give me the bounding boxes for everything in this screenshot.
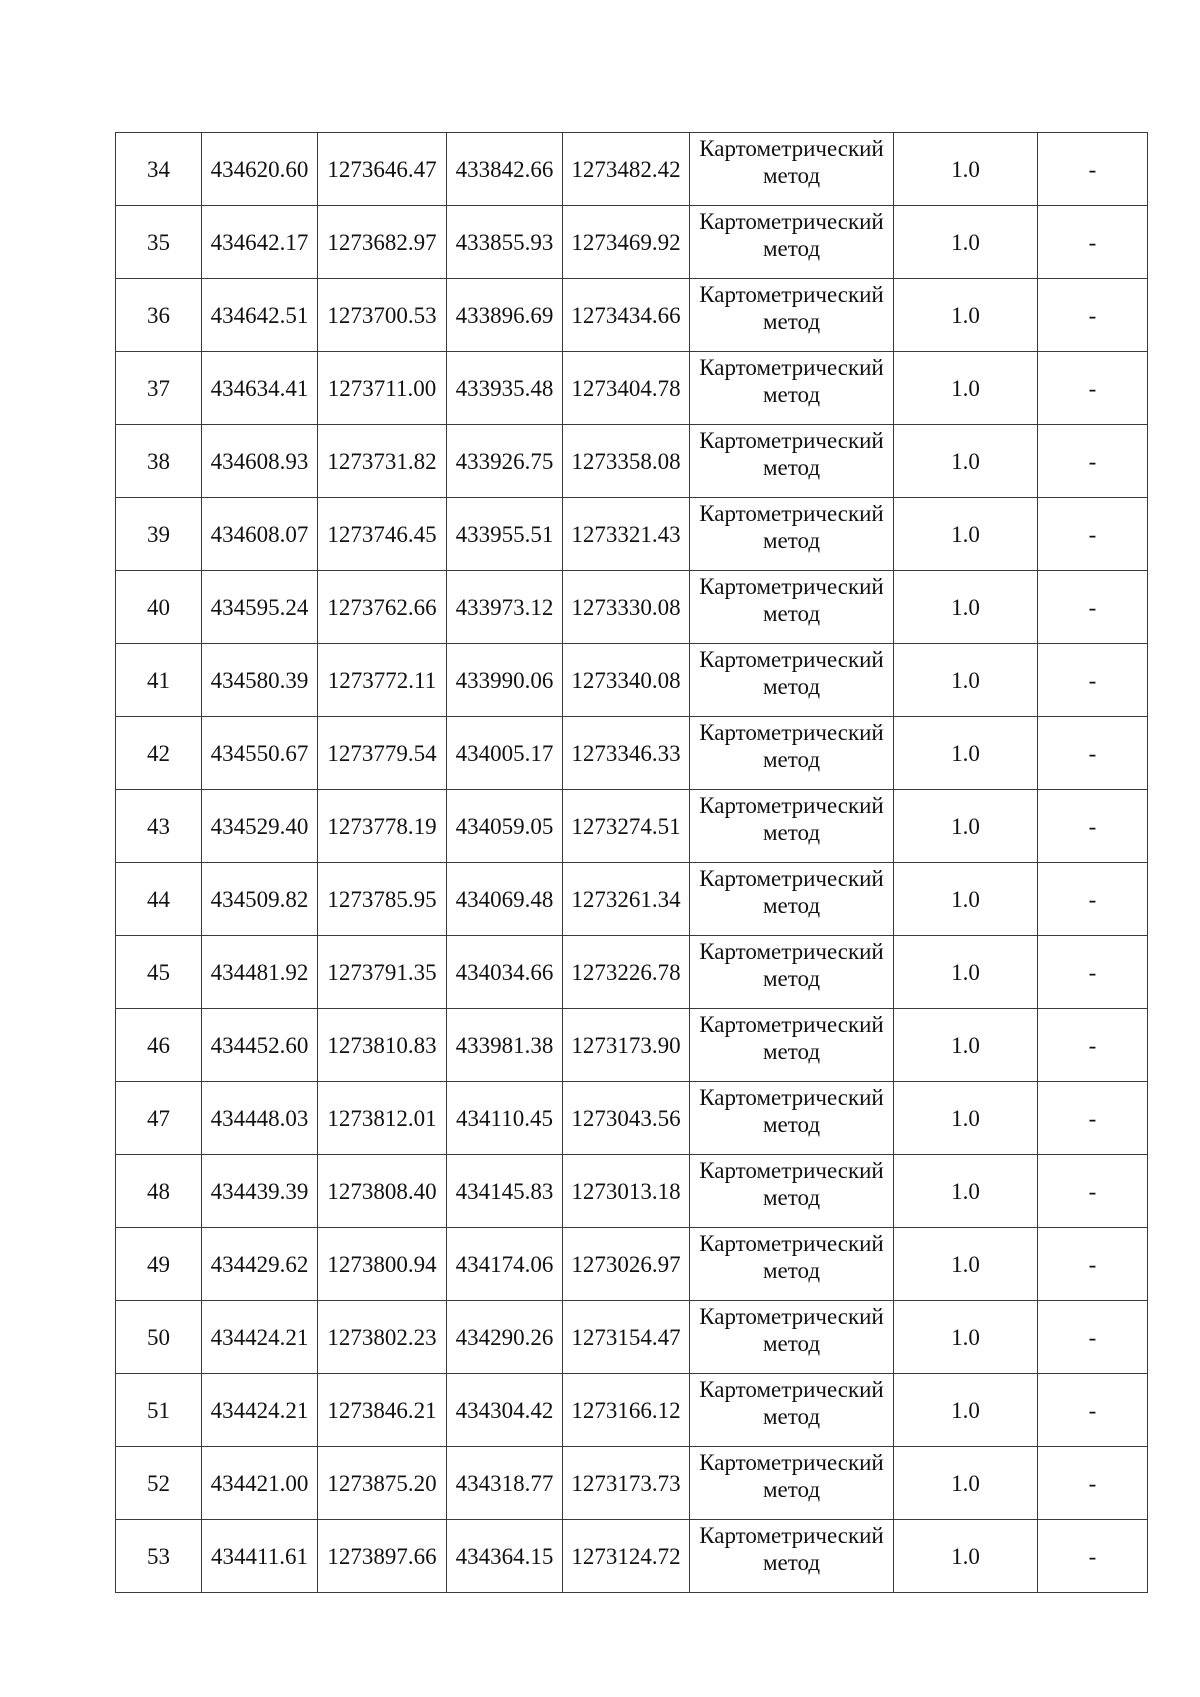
x-coordinate-existing-cell: 434620.60 [202,133,318,206]
y-coordinate-existing-cell: 1273772.11 [318,644,447,717]
accuracy-cell: 1.0 [894,1520,1038,1593]
note-cell: - [1038,352,1148,425]
y-coordinate-new-cell: 1273330.08 [563,571,690,644]
x-coordinate-new-cell: 433896.69 [447,279,563,352]
x-coordinate-existing-cell: 434429.62 [202,1228,318,1301]
y-coordinate-existing-cell: 1273802.23 [318,1301,447,1374]
table-row [116,352,1148,425]
method-line-2: метод [762,236,821,261]
x-coordinate-existing-cell: 434452.60 [202,1009,318,1082]
table-row [116,279,1148,352]
note-cell: - [1038,1374,1148,1447]
note-cell: - [1038,1447,1148,1520]
table-row [116,498,1148,571]
method-line-2: метод [762,674,821,699]
accuracy-cell: 1.0 [894,790,1038,863]
note-cell: - [1038,1155,1148,1228]
table-row [116,936,1148,1009]
table-body [116,133,1148,1593]
note-cell: - [1038,133,1148,206]
y-coordinate-new-cell: 1273358.08 [563,425,690,498]
method-line-2: метод [762,1404,821,1429]
point-number-cell: 37 [116,352,202,425]
accuracy-cell: 1.0 [894,1228,1038,1301]
accuracy-cell: 1.0 [894,498,1038,571]
method-cell [690,352,894,425]
accuracy-cell: 1.0 [894,133,1038,206]
table-row [116,206,1148,279]
x-coordinate-new-cell: 434005.17 [447,717,563,790]
point-number-cell: 42 [116,717,202,790]
method-line-1: Картометрический [699,866,884,891]
table-row [116,425,1148,498]
method-line-1: Картометрический [699,1304,884,1329]
y-coordinate-existing-cell: 1273846.21 [318,1374,447,1447]
x-coordinate-new-cell: 434059.05 [447,790,563,863]
method-line-1: Картометрический [699,1012,884,1037]
y-coordinate-new-cell: 1273043.56 [563,1082,690,1155]
method-cell [690,790,894,863]
note-cell: - [1038,279,1148,352]
method-cell [690,1447,894,1520]
y-coordinate-new-cell: 1273154.47 [563,1301,690,1374]
y-coordinate-new-cell: 1273404.78 [563,352,690,425]
x-coordinate-existing-cell: 434580.39 [202,644,318,717]
method-line-1: Картометрический [699,1450,884,1475]
method-line-1: Картометрический [699,355,884,380]
y-coordinate-existing-cell: 1273875.20 [318,1447,447,1520]
x-coordinate-new-cell: 433981.38 [447,1009,563,1082]
method-line-2: метод [762,966,821,991]
x-coordinate-new-cell: 434304.42 [447,1374,563,1447]
y-coordinate-new-cell: 1273124.72 [563,1520,690,1593]
point-number-cell: 35 [116,206,202,279]
method-line-2: метод [762,309,821,334]
method-line-1: Картометрический [699,793,884,818]
accuracy-cell: 1.0 [894,425,1038,498]
y-coordinate-new-cell: 1273013.18 [563,1155,690,1228]
method-cell [690,1155,894,1228]
table-row [116,1228,1148,1301]
y-coordinate-new-cell: 1273434.66 [563,279,690,352]
y-coordinate-existing-cell: 1273779.54 [318,717,447,790]
note-cell: - [1038,206,1148,279]
note-cell: - [1038,571,1148,644]
y-coordinate-new-cell: 1273340.08 [563,644,690,717]
y-coordinate-new-cell: 1273261.34 [563,863,690,936]
x-coordinate-existing-cell: 434529.40 [202,790,318,863]
y-coordinate-new-cell: 1273026.97 [563,1228,690,1301]
method-cell [690,1520,894,1593]
x-coordinate-new-cell: 434034.66 [447,936,563,1009]
method-cell [690,279,894,352]
accuracy-cell: 1.0 [894,1447,1038,1520]
method-line-2: метод [762,1258,821,1283]
x-coordinate-new-cell: 433842.66 [447,133,563,206]
method-line-1: Картометрический [699,209,884,234]
x-coordinate-existing-cell: 434481.92 [202,936,318,1009]
method-cell [690,936,894,1009]
point-number-cell: 52 [116,1447,202,1520]
method-line-1: Картометрический [699,282,884,307]
point-number-cell: 39 [116,498,202,571]
y-coordinate-new-cell: 1273226.78 [563,936,690,1009]
method-cell [690,644,894,717]
method-line-2: метод [762,1550,821,1575]
point-number-cell: 34 [116,133,202,206]
method-line-1: Картометрический [699,647,884,672]
method-line-1: Картометрический [699,501,884,526]
table-row [116,1155,1148,1228]
coordinates-table [115,132,1148,1593]
y-coordinate-existing-cell: 1273711.00 [318,352,447,425]
method-line-2: метод [762,163,821,188]
method-line-1: Картометрический [699,1523,884,1548]
point-number-cell: 45 [116,936,202,1009]
x-coordinate-new-cell: 434364.15 [447,1520,563,1593]
point-number-cell: 50 [116,1301,202,1374]
note-cell: - [1038,790,1148,863]
note-cell: - [1038,644,1148,717]
table-row [116,790,1148,863]
method-line-2: метод [762,1185,821,1210]
x-coordinate-new-cell: 433973.12 [447,571,563,644]
table-row [116,1082,1148,1155]
accuracy-cell: 1.0 [894,279,1038,352]
y-coordinate-new-cell: 1273274.51 [563,790,690,863]
method-line-2: метод [762,893,821,918]
accuracy-cell: 1.0 [894,1301,1038,1374]
x-coordinate-existing-cell: 434634.41 [202,352,318,425]
method-cell [690,1374,894,1447]
x-coordinate-new-cell: 433926.75 [447,425,563,498]
point-number-cell: 53 [116,1520,202,1593]
y-coordinate-existing-cell: 1273646.47 [318,133,447,206]
point-number-cell: 48 [116,1155,202,1228]
method-line-2: метод [762,601,821,626]
note-cell: - [1038,936,1148,1009]
method-cell [690,717,894,790]
y-coordinate-new-cell: 1273166.12 [563,1374,690,1447]
accuracy-cell: 1.0 [894,1155,1038,1228]
method-cell [690,1009,894,1082]
point-number-cell: 40 [116,571,202,644]
point-number-cell: 38 [116,425,202,498]
method-line-1: Картометрический [699,1085,884,1110]
y-coordinate-new-cell: 1273469.92 [563,206,690,279]
x-coordinate-existing-cell: 434595.24 [202,571,318,644]
point-number-cell: 44 [116,863,202,936]
accuracy-cell: 1.0 [894,352,1038,425]
table-row [116,1009,1148,1082]
y-coordinate-existing-cell: 1273810.83 [318,1009,447,1082]
note-cell: - [1038,1228,1148,1301]
x-coordinate-existing-cell: 434424.21 [202,1301,318,1374]
note-cell: - [1038,1082,1148,1155]
note-cell: - [1038,425,1148,498]
x-coordinate-new-cell: 434174.06 [447,1228,563,1301]
method-line-2: метод [762,1112,821,1137]
x-coordinate-new-cell: 434110.45 [447,1082,563,1155]
y-coordinate-existing-cell: 1273785.95 [318,863,447,936]
accuracy-cell: 1.0 [894,206,1038,279]
x-coordinate-new-cell: 434069.48 [447,863,563,936]
accuracy-cell: 1.0 [894,644,1038,717]
method-line-1: Картометрический [699,1158,884,1183]
x-coordinate-existing-cell: 434411.61 [202,1520,318,1593]
method-line-1: Картометрический [699,720,884,745]
method-cell [690,863,894,936]
point-number-cell: 41 [116,644,202,717]
y-coordinate-new-cell: 1273173.90 [563,1009,690,1082]
method-line-2: метод [762,382,821,407]
note-cell: - [1038,498,1148,571]
method-line-2: метод [762,1477,821,1502]
method-line-2: метод [762,1331,821,1356]
accuracy-cell: 1.0 [894,1082,1038,1155]
accuracy-cell: 1.0 [894,717,1038,790]
x-coordinate-existing-cell: 434642.17 [202,206,318,279]
method-cell [690,206,894,279]
x-coordinate-new-cell: 434145.83 [447,1155,563,1228]
method-line-2: метод [762,747,821,772]
point-number-cell: 49 [116,1228,202,1301]
point-number-cell: 51 [116,1374,202,1447]
method-line-1: Картометрический [699,136,884,161]
x-coordinate-new-cell: 434290.26 [447,1301,563,1374]
x-coordinate-existing-cell: 434448.03 [202,1082,318,1155]
table-row [116,863,1148,936]
x-coordinate-new-cell: 433955.51 [447,498,563,571]
y-coordinate-existing-cell: 1273808.40 [318,1155,447,1228]
x-coordinate-new-cell: 433935.48 [447,352,563,425]
x-coordinate-existing-cell: 434642.51 [202,279,318,352]
x-coordinate-existing-cell: 434439.39 [202,1155,318,1228]
y-coordinate-existing-cell: 1273762.66 [318,571,447,644]
y-coordinate-existing-cell: 1273812.01 [318,1082,447,1155]
method-cell [690,1301,894,1374]
accuracy-cell: 1.0 [894,936,1038,1009]
method-cell [690,425,894,498]
method-cell [690,571,894,644]
y-coordinate-existing-cell: 1273897.66 [318,1520,447,1593]
y-coordinate-new-cell: 1273173.73 [563,1447,690,1520]
x-coordinate-new-cell: 433855.93 [447,206,563,279]
x-coordinate-existing-cell: 434509.82 [202,863,318,936]
method-line-1: Картометрический [699,1231,884,1256]
table-row [116,717,1148,790]
method-line-1: Картометрический [699,939,884,964]
accuracy-cell: 1.0 [894,1009,1038,1082]
table-row [116,1374,1148,1447]
note-cell: - [1038,717,1148,790]
method-cell [690,498,894,571]
method-line-2: метод [762,528,821,553]
method-cell [690,1228,894,1301]
y-coordinate-existing-cell: 1273778.19 [318,790,447,863]
table-row [116,1301,1148,1374]
accuracy-cell: 1.0 [894,1374,1038,1447]
table-row [116,133,1148,206]
x-coordinate-existing-cell: 434608.07 [202,498,318,571]
method-cell [690,1082,894,1155]
y-coordinate-new-cell: 1273346.33 [563,717,690,790]
method-line-2: метод [762,1039,821,1064]
x-coordinate-existing-cell: 434421.00 [202,1447,318,1520]
x-coordinate-existing-cell: 434608.93 [202,425,318,498]
method-line-1: Картометрический [699,428,884,453]
accuracy-cell: 1.0 [894,571,1038,644]
note-cell: - [1038,1301,1148,1374]
y-coordinate-existing-cell: 1273791.35 [318,936,447,1009]
y-coordinate-new-cell: 1273482.42 [563,133,690,206]
method-line-1: Картометрический [699,574,884,599]
note-cell: - [1038,863,1148,936]
point-number-cell: 43 [116,790,202,863]
x-coordinate-new-cell: 433990.06 [447,644,563,717]
y-coordinate-existing-cell: 1273800.94 [318,1228,447,1301]
y-coordinate-existing-cell: 1273731.82 [318,425,447,498]
table-row [116,644,1148,717]
method-cell [690,133,894,206]
note-cell: - [1038,1009,1148,1082]
method-line-2: метод [762,455,821,480]
y-coordinate-existing-cell: 1273700.53 [318,279,447,352]
point-number-cell: 36 [116,279,202,352]
y-coordinate-existing-cell: 1273746.45 [318,498,447,571]
table-row [116,571,1148,644]
x-coordinate-existing-cell: 434424.21 [202,1374,318,1447]
accuracy-cell: 1.0 [894,863,1038,936]
table-row [116,1520,1148,1593]
table-row [116,1447,1148,1520]
y-coordinate-existing-cell: 1273682.97 [318,206,447,279]
point-number-cell: 46 [116,1009,202,1082]
x-coordinate-new-cell: 434318.77 [447,1447,563,1520]
method-line-1: Картометрический [699,1377,884,1402]
y-coordinate-new-cell: 1273321.43 [563,498,690,571]
x-coordinate-existing-cell: 434550.67 [202,717,318,790]
note-cell: - [1038,1520,1148,1593]
method-line-2: метод [762,820,821,845]
point-number-cell: 47 [116,1082,202,1155]
